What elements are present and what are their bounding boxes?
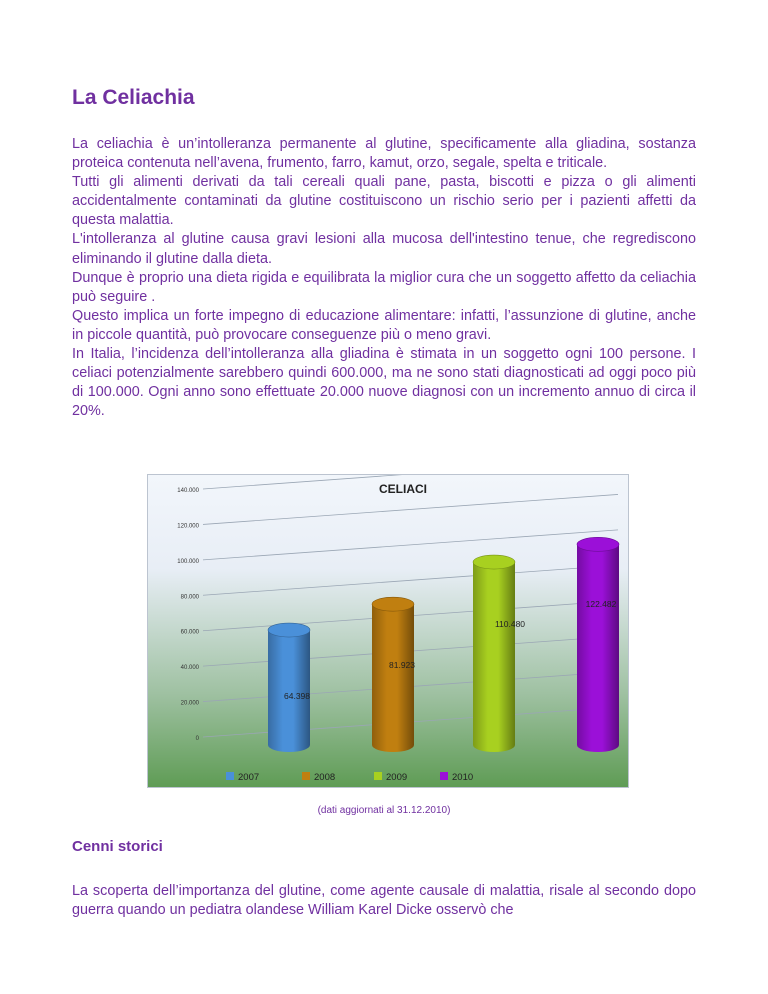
legend-label: 2007 xyxy=(238,772,260,783)
y-tick-label: 120.000 xyxy=(177,523,199,530)
y-tick-label: 20.000 xyxy=(180,700,199,707)
chart-canvas xyxy=(148,475,628,787)
legend-label: 2010 xyxy=(452,772,474,783)
bar-body xyxy=(473,562,515,752)
paragraph: In Italia, l’incidenza dell’intolleranza alla gliadina è stimata in un soggetto ogni 100 persone. I celiaci potenzialmente sarebbero quindi 600.000, ma ne sono stati diagnosticati ad oggi poco più di 100.000. Ogni anno sono effettuate 20.000 nuove diagnosi con un incremento annuo di circa il 20%. xyxy=(72,346,696,420)
y-tick-label: 60.000 xyxy=(180,629,199,636)
intro-text xyxy=(72,135,696,421)
paragraph: La celiachia è un’intolleranza permanente al glutine, specificamente alla gliadina, sostanza proteica contenuta nell’avena, frumento, farro, kamut, orzo, segale, spelta e triticale. xyxy=(72,136,696,172)
bar xyxy=(473,555,515,752)
legend-swatch xyxy=(374,772,382,780)
legend-label: 2009 xyxy=(386,772,408,783)
bar-body xyxy=(372,604,414,752)
data-label: 64.398 xyxy=(284,691,310,701)
bar-body xyxy=(577,544,619,752)
y-tick-label: 140.000 xyxy=(177,488,199,494)
paragraph: Tutti gli alimenti derivati da tali cereali quali pane, pasta, biscotti e pizza o gli alimenti accidentalmente contaminati da glutine costituiscono un rischio serio per i pazienti affetti da questa malattia. xyxy=(72,174,696,229)
gridline xyxy=(203,494,618,524)
paragraph: L'intolleranza al glutine causa gravi lesioni alla mucosa dell'intestino tenue, che regrediscono eliminando il glutine dalla dieta. xyxy=(72,231,696,267)
legend-swatch xyxy=(440,772,448,780)
legend-label: 2008 xyxy=(314,772,336,783)
chart-caption: (dati aggiornati al 31.12.2010) xyxy=(317,805,451,816)
data-label: 110.480 xyxy=(494,619,526,629)
bar xyxy=(577,537,619,752)
paragraph: Questo implica un forte impegno di educazione alimentare: infatti, l’assunzione di glutine, anche in piccole quantità, può provocare conseguenze più o meno gravi. xyxy=(72,307,696,343)
paragraph: La scoperta dell’importanza del glutine, come agente causale di malattia, risale al secondo dopo guerra quando un pediatra olandese William Karel Dicke osservò che xyxy=(72,883,696,919)
bar-top xyxy=(473,555,515,569)
y-tick-label: 80.000 xyxy=(180,594,199,601)
y-tick-label: 40.000 xyxy=(180,665,199,672)
section-title: Cenni storici xyxy=(72,838,163,855)
gridline xyxy=(203,565,618,595)
legend-swatch xyxy=(226,772,234,780)
data-label: 81.923 xyxy=(389,660,415,670)
data-label: 122.482 xyxy=(585,599,617,609)
y-tick-label: 0 xyxy=(195,736,199,742)
bar xyxy=(268,623,310,752)
legend-swatch xyxy=(302,772,310,780)
celiaci-chart xyxy=(147,474,629,788)
bar xyxy=(372,597,414,752)
paragraph: Dunque è proprio una dieta rigida e equilibrata la miglior cura che un soggetto affetto da celiachia può seguire . xyxy=(72,269,696,305)
y-tick-label: 100.000 xyxy=(177,558,199,565)
gridline xyxy=(203,530,618,560)
bar-top xyxy=(577,537,619,551)
chart-title: CELIACI xyxy=(379,482,427,496)
document-title: La Celiachia xyxy=(72,86,195,109)
section-text xyxy=(72,882,696,920)
bar-top xyxy=(268,623,310,637)
bar-top xyxy=(372,597,414,611)
